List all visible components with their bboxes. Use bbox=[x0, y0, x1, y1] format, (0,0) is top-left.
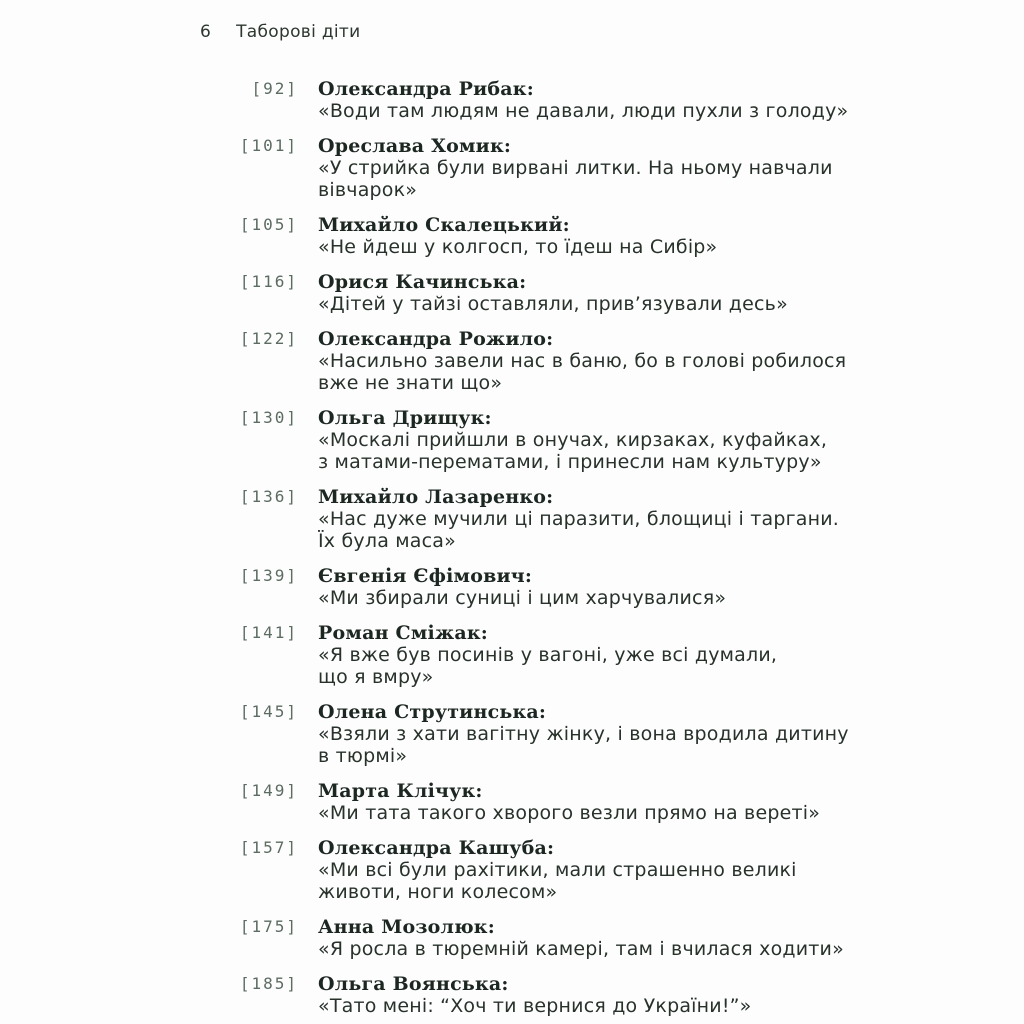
page-reference: [105] bbox=[239, 215, 298, 234]
page-reference: [130] bbox=[239, 408, 298, 427]
page-reference: [185] bbox=[239, 974, 298, 993]
quote-line: «Насильно завели нас в баню, бо в голові робилося bbox=[318, 350, 847, 372]
toc-entry bbox=[0, 565, 1024, 609]
person-name: Анна Мозолюк: bbox=[318, 916, 495, 938]
entry-body bbox=[298, 135, 833, 201]
toc-entry bbox=[0, 486, 1024, 552]
page-reference: [101] bbox=[239, 136, 298, 155]
person-name: Ольга Воянська: bbox=[318, 973, 509, 995]
quote-line: в тюрмі» bbox=[318, 745, 408, 767]
toc-entry bbox=[0, 135, 1024, 201]
entry-body bbox=[298, 486, 839, 552]
page-reference: [141] bbox=[239, 623, 298, 642]
page-number: 6 bbox=[200, 22, 212, 42]
running-title: Таборові діти bbox=[236, 22, 361, 42]
entry-body bbox=[298, 407, 827, 473]
entry-body bbox=[298, 328, 846, 394]
entry-body bbox=[298, 78, 848, 122]
entry-body bbox=[298, 701, 849, 767]
person-name: Марта Клічук: bbox=[318, 780, 483, 802]
entry-body bbox=[298, 780, 820, 824]
toc-entry bbox=[0, 701, 1024, 767]
page-reference: [145] bbox=[239, 702, 298, 721]
toc-entry bbox=[0, 837, 1024, 903]
quote-line: «Я росла в тюремній камері, там і вчилася ходити» bbox=[318, 938, 844, 960]
quote-line: «Взяли з хати вагітну жінку, і вона вродила дитину bbox=[318, 723, 849, 745]
quote-line: «Тато мені: “Хоч ти вернися до України!”» bbox=[318, 995, 752, 1017]
toc-entry bbox=[0, 271, 1024, 315]
entry-body bbox=[298, 916, 844, 960]
quote-line: «Ми збирали суниці і цим харчувалися» bbox=[318, 587, 727, 609]
person-name: Євгенія Єфімович: bbox=[318, 565, 533, 587]
quote-line: «Води там людям не давали, люди пухли з голоду» bbox=[318, 100, 849, 122]
quote-line: що я вмру» bbox=[318, 666, 434, 688]
page-reference: [92] bbox=[251, 79, 298, 98]
person-name: Олександра Рожило: bbox=[318, 328, 554, 350]
page-reference: [139] bbox=[239, 566, 298, 585]
quote-line: вже не знати що» bbox=[318, 372, 503, 394]
entry-body bbox=[298, 973, 752, 1017]
toc-entry bbox=[0, 622, 1024, 688]
toc-entry bbox=[0, 780, 1024, 824]
person-name: Олександра Кашуба: bbox=[318, 837, 555, 859]
page-reference: [157] bbox=[239, 838, 298, 857]
quote-line: «Москалі прийшли в онучах, кирзаках, куфайках, bbox=[318, 429, 828, 451]
person-name: Михайло Лазаренко: bbox=[318, 486, 554, 508]
entry-body bbox=[298, 837, 797, 903]
toc-entry bbox=[0, 916, 1024, 960]
toc-entry bbox=[0, 407, 1024, 473]
person-name: Михайло Скалецький: bbox=[318, 214, 570, 236]
contents-list bbox=[0, 78, 1024, 1017]
toc-entry bbox=[0, 328, 1024, 394]
quote-line: «Ми тата такого хворого везли прямо на вереті» bbox=[318, 802, 821, 824]
quote-line: Їх була маса» bbox=[318, 530, 456, 552]
entry-body bbox=[298, 214, 717, 258]
toc-entry bbox=[0, 214, 1024, 258]
page-header bbox=[0, 0, 1024, 42]
person-name: Олена Струтинська: bbox=[318, 701, 547, 723]
quote-line: вівчарок» bbox=[318, 179, 418, 201]
quote-line: животи, ноги колесом» bbox=[318, 881, 558, 903]
person-name: Олександра Рибак: bbox=[318, 78, 534, 100]
person-name: Орися Качинська: bbox=[318, 271, 527, 293]
quote-line: «Ми всі були рахітики, мали страшенно великі bbox=[318, 859, 797, 881]
quote-line: «Нас дуже мучили ці паразити, блощиці і таргани. bbox=[318, 508, 840, 530]
quote-line: «Я вже був посинів у вагоні, уже всі думали, bbox=[318, 644, 778, 666]
quote-line: «Дітей у тайзі оставляли, прив’язували десь» bbox=[318, 293, 788, 315]
quote-line: з матами-перематами, і принесли нам культуру» bbox=[318, 451, 822, 473]
person-name: Роман Сміжак: bbox=[318, 622, 488, 644]
person-name: Ольга Дрищук: bbox=[318, 407, 492, 429]
entry-body bbox=[298, 622, 777, 688]
person-name: Ореслава Хомик: bbox=[318, 135, 512, 157]
quote-line: «У стрийка були вирвані литки. На ньому навчали bbox=[318, 157, 833, 179]
page-reference: [136] bbox=[239, 487, 298, 506]
toc-entry bbox=[0, 973, 1024, 1017]
page-reference: [122] bbox=[239, 329, 298, 348]
entry-body bbox=[298, 565, 726, 609]
page-reference: [116] bbox=[239, 272, 298, 291]
page-reference: [175] bbox=[239, 917, 298, 936]
toc-entry bbox=[0, 78, 1024, 122]
page-reference: [149] bbox=[239, 781, 298, 800]
entry-body bbox=[298, 271, 788, 315]
quote-line: «Не йдеш у колгосп, то їдеш на Сибір» bbox=[318, 236, 718, 258]
